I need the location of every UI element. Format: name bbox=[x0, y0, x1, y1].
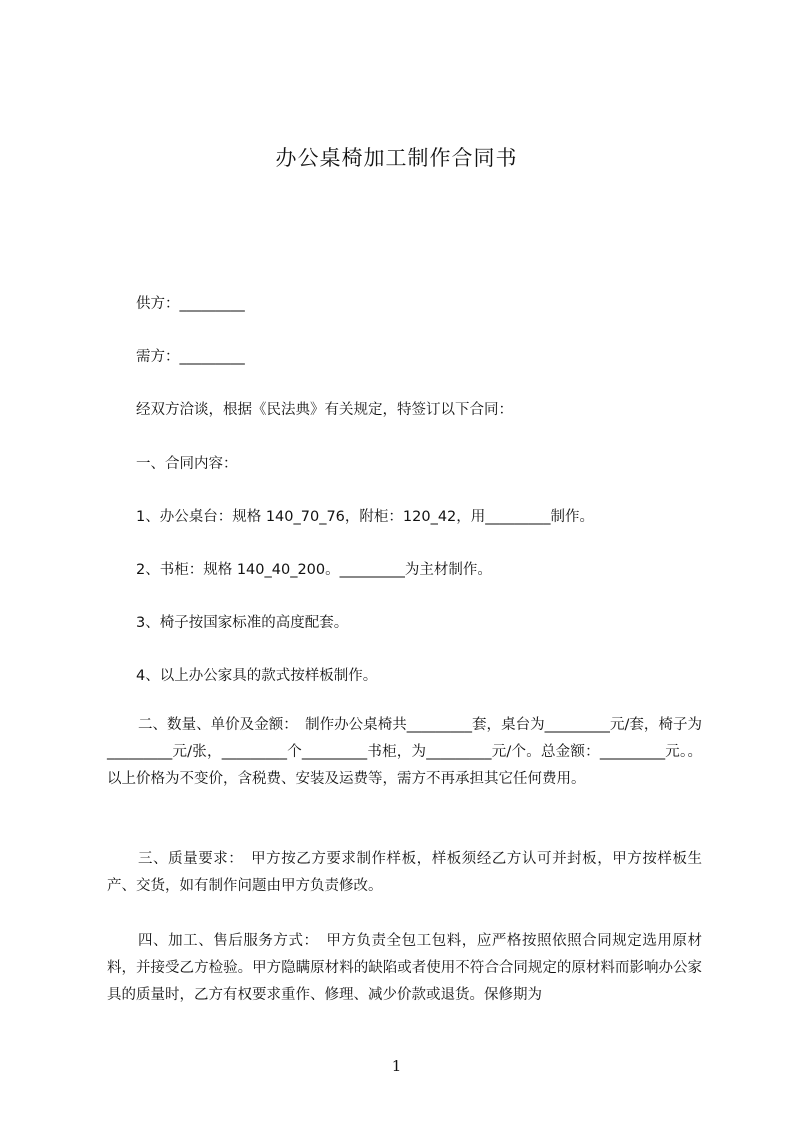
document-title: 办公桌椅加工制作合同书 bbox=[275, 146, 518, 170]
supplier-line: 供方：_________ bbox=[136, 296, 245, 312]
section1-heading: 一、合同内容： bbox=[136, 456, 238, 472]
page-number: 1 bbox=[391, 1057, 402, 1075]
item-4: 4、以上办公家具的款式按样板制作。 bbox=[136, 668, 378, 684]
section3-paragraph: 三、质量要求： 甲方按乙方要求制作样板，样板须经乙方认可并封板，甲方按样板生产、交货，如有制作问题由甲方负责修改。 bbox=[107, 851, 702, 894]
item-1: 1、办公桌台：规格 140_70_76，附柜：120_42，用_________制作。 bbox=[136, 509, 595, 525]
demander-line: 需方：_________ bbox=[136, 349, 245, 365]
section4-paragraph: 四、加工、售后服务方式： 甲方负责全包工包料，应严格按照依照合同规定选用原材料，并接受乙方检验。甲方隐瞒原材料的缺陷或者使用不符合合同规定的原材料而影响办公家具的质量时，乙方有权要求重作、修理、减少价款或退货。保修期为 bbox=[107, 933, 702, 1003]
intro-line: 经双方洽谈，根据《民法典》有关规定，特签订以下合同： bbox=[136, 402, 513, 418]
item-2: 2、书柜：规格 140_40_200。_________为主材制作。 bbox=[136, 562, 492, 578]
item-3: 3、椅子按国家标准的高度配套。 bbox=[136, 615, 349, 631]
section2-paragraph: 二、数量、单价及金额： 制作办公桌椅共_________套，桌台为_________元/套，椅子为_________元/张，_________个_________书柜，为_________元/个。总金额：_________元。。以上价格为不变价，含税费、安装及运费等，需方不再承担其它任何费用。 bbox=[107, 717, 702, 787]
